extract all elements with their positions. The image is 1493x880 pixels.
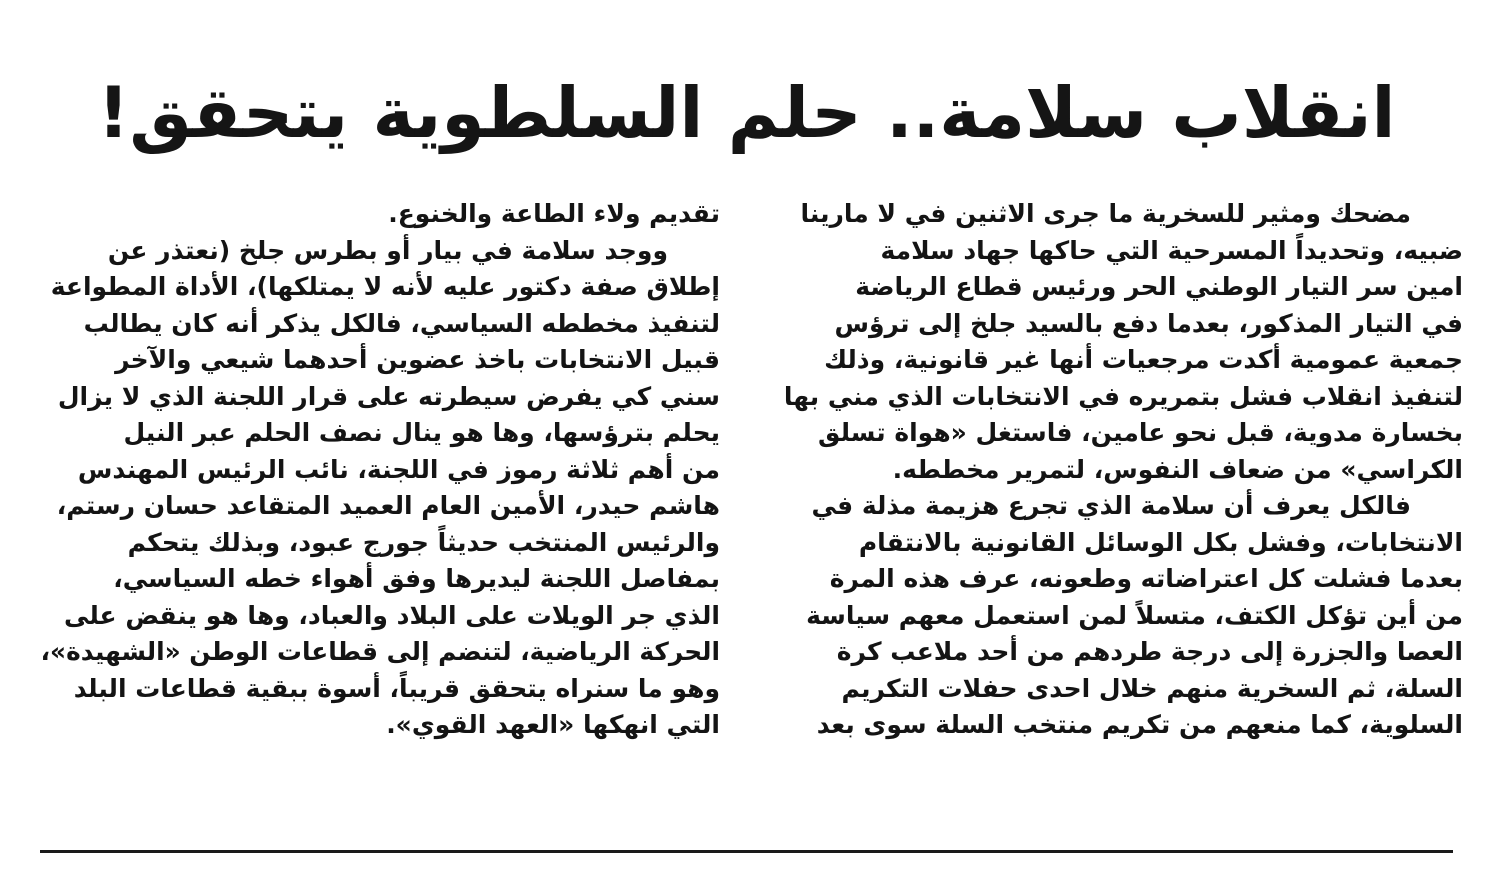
article-headline: انقلاب سلامة.. حلم السلطوية يتحقق! <box>97 72 1396 154</box>
paragraph-line: لتنفيذ انقلاب فشل بتمريره في الانتخابات الذي مني بها <box>783 381 1463 411</box>
paragraph-line: السلوية، كما منعهم من تكريم منتخب السلة سوى بعد <box>816 710 1463 739</box>
paragraph-line: والرئيس المنتخب حديثاً جورج عبود، وبذلك يتحكم <box>127 527 720 557</box>
paragraph-line: سني كي يفرض سيطرته على قرار اللجنة الذي لا يزال <box>57 381 720 411</box>
paragraph-line: بخسارة مدوية، قبل نحو عامين، فاستغل «هواة تسلق <box>818 418 1463 447</box>
paragraph-line: إطلاق صفة دكتور عليه لأنه لا يمتلكها)، الأداة المطواعة <box>50 272 720 301</box>
paragraph-line: جمعية عمومية أكدت مرجعيات أنها غير قانونية، وذلك <box>824 345 1463 374</box>
paragraph-line: يحلم بترؤسها، وها هو ينال نصف الحلم عبر النيل <box>123 418 720 447</box>
paragraph-line: من أين تؤكل الكتف، متسلاً لمن استعمل معهم سياسة <box>806 600 1463 630</box>
article-column-left <box>40 196 720 744</box>
paragraph-line: تقديم ولاء الطاعة والخنوع. <box>388 199 720 228</box>
paragraph-line: بعدما فشلت كل اعتراضاته وطعونه، عرف هذه المرة <box>829 564 1463 593</box>
paragraph-line: العصا والجزرة إلى درجة طردهم من أحد ملاعب كرة <box>836 637 1463 666</box>
paragraph-line: بمفاصل اللجنة ليديرها وفق أهواء خطه السياسي، <box>113 564 720 593</box>
paragraph-line: ووجد سلامة في بيار أو بطرس جلخ (نعتذر عن <box>107 235 668 265</box>
paragraph-line: في التيار المذكور، بعدما دفع بالسيد جلخ إلى ترؤس <box>834 308 1463 338</box>
paragraph-line: الحركة الرياضية، لتنضم إلى قطاعات الوطن «الشهيدة»، <box>40 637 720 666</box>
paragraph-line: الذي جر الويلات على البلاد والعباد، وها هو ينقض على <box>64 600 720 630</box>
paragraph-line: لتنفيذ مخططه السياسي، فالكل يذكر أنه كان يطالب <box>83 308 720 338</box>
paragraph-line: السلة، ثم السخرية منهم خلال احدى حفلات التكريم <box>841 673 1463 703</box>
paragraph-line: من أهم ثلاثة رموز في اللجنة، نائب الرئيس المهندس <box>77 454 720 484</box>
paragraph-line: امين سر التيار الوطني الحر ورئيس قطاع الرياضة <box>855 272 1463 301</box>
paragraph-line: قبيل الانتخابات باخذ عضوين أحدهما شيعي والآخر <box>115 345 720 374</box>
paragraph-line: الكراسي» من ضعاف النفوس، لتمرير مخططه. <box>892 454 1463 484</box>
bottom-divider-rule <box>40 850 1453 853</box>
paragraph-line: هاشم حيدر، الأمين العام العميد المتقاعد حسان رستم، <box>56 491 720 520</box>
paragraph-line: الانتخابات، وفشل بكل الوسائل القانونية بالانتقام <box>858 527 1463 557</box>
paragraph-line: مضحك ومثير للسخرية ما جرى الاثنين في لا مارينا <box>800 199 1411 228</box>
paragraph-line: فالكل يعرف أن سلامة الذي تجرع هزيمة مذلة في <box>811 491 1411 520</box>
paragraph-line: التي انهكها «العهد القوي». <box>386 710 720 739</box>
article-column-right <box>783 196 1463 744</box>
paragraph-line: وهو ما سنراه يتحقق قريباً، أسوة ببقية قطاعات البلد <box>73 673 720 703</box>
paragraph-line: ضبيه، وتحديداً المسرحية التي حاكها جهاد سلامة <box>880 235 1463 265</box>
